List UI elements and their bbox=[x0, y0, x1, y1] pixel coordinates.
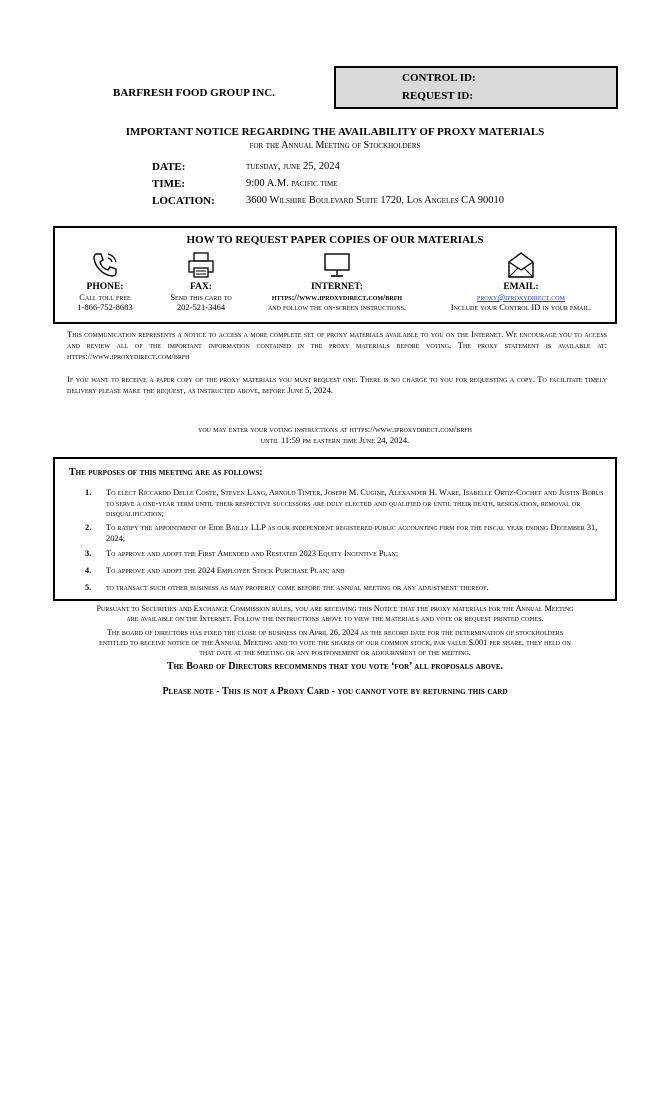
email-label: EMAIL: bbox=[503, 282, 539, 292]
phone-number[interactable]: 1-866-752-8683 bbox=[77, 302, 133, 312]
voting-line-2: until 11:59 pm eastern time June 24, 2024. bbox=[260, 435, 410, 445]
fax-number[interactable]: 202-521-3464 bbox=[176, 302, 226, 312]
phone-label: PHONE: bbox=[86, 282, 124, 292]
internet-method bbox=[247, 250, 427, 312]
time-label: TIME: bbox=[152, 178, 185, 190]
record-date-notice bbox=[0, 628, 670, 658]
purpose-number: 1. bbox=[85, 488, 92, 497]
id-box bbox=[334, 66, 618, 109]
notice-subtitle: for the Annual Meeting of Stockholders bbox=[249, 140, 421, 151]
sec-notice bbox=[0, 604, 670, 624]
purpose-number: 2. bbox=[85, 523, 92, 532]
purpose-text: To ratify the appointment of Eide Bailly LLP as our independent registered public accounting firm for the fiscal year ending December 31, 2024; bbox=[106, 523, 598, 543]
sec-notice-line: are available on the Internet. Follow the instructions above to view the materials and vote or request printed copies. bbox=[126, 614, 544, 623]
purpose-item bbox=[85, 523, 605, 544]
envelope-icon bbox=[506, 250, 536, 280]
phone-method bbox=[55, 250, 155, 312]
notice-paragraph: This communication represents a notice to access a more complete set of proxy materials available to you on the Internet. We encourage you to access and review all of the important information contained in the proxy materials before voting. The proxy statement is available at: https://www.iproxydirect.com/brfh bbox=[67, 329, 607, 361]
location-label: LOCATION: bbox=[152, 195, 215, 207]
request-copies-title: HOW TO REQUEST PAPER COPIES OF OUR MATERIALS bbox=[186, 234, 484, 246]
purpose-text: to transact such other business as may properly come before the annual meeting or any adjustment thereof. bbox=[106, 583, 489, 592]
phone-line1: Call toll free bbox=[79, 292, 131, 302]
record-date-line: that date at the meeting or any postponement or adjournment of the meeting. bbox=[199, 648, 471, 657]
voting-instructions bbox=[0, 424, 670, 446]
email-method bbox=[427, 250, 615, 312]
internet-label: INTERNET: bbox=[310, 282, 364, 292]
purposes-box bbox=[53, 457, 617, 601]
email-address[interactable]: proxy@iproxydirect.com bbox=[477, 292, 565, 302]
purposes-title: The purposes of this meeting are as follows: bbox=[69, 467, 263, 478]
internet-url[interactable]: https://www.iproxydirect.com/brfh bbox=[271, 292, 403, 302]
date-value: tuesday, june 25, 2024 bbox=[246, 161, 340, 172]
internet-instructions: and follow the on-screen instructions. bbox=[267, 302, 407, 312]
monitor-icon bbox=[322, 250, 352, 280]
purpose-item bbox=[85, 583, 605, 594]
request-id-label: REQUEST ID: bbox=[402, 90, 474, 102]
request-copies-box bbox=[53, 226, 617, 324]
purpose-number: 5. bbox=[85, 583, 92, 592]
purpose-item bbox=[85, 566, 605, 577]
voting-line-1: you may enter your voting instructions at https://www.iproxydirect.com/brfh bbox=[197, 424, 472, 434]
company-name: BARFRESH FOOD GROUP INC. bbox=[113, 87, 275, 99]
paper-copy-paragraph: If you want to receive a paper copy of the proxy materials you must request one. There is no charge to you for requesting a copy. To facilitate timely delivery please make the request, as instructed above, before June 5, 2024. bbox=[67, 374, 607, 395]
sec-notice-line: Pursuant to Securities and Exchange Commission rules, you are receiving this Notice that the proxy materials for the Annual Meeting bbox=[96, 604, 574, 613]
control-id-label: CONTROL ID: bbox=[402, 72, 476, 84]
record-date-line: entitled to receive notice of the Annual Meeting and to vote the shares of our common stock, par value $.001 per share, they held on bbox=[99, 638, 571, 647]
purpose-item bbox=[85, 488, 605, 520]
fax-label: FAX: bbox=[190, 282, 212, 292]
location-value: 3600 Wilshire Boulevard Suite 1720, Los Angeles CA 90010 bbox=[246, 195, 505, 206]
purpose-number: 3. bbox=[85, 549, 92, 558]
fax-icon bbox=[186, 250, 216, 280]
purpose-text: To approve and adopt the 2024 Employee Stock Purchase Plan; and bbox=[106, 566, 345, 575]
board-recommendation: The Board of Directors recommends that you vote ‘for’ all proposals above. bbox=[166, 661, 504, 672]
notice-title: IMPORTANT NOTICE REGARDING THE AVAILABILITY OF PROXY MATERIALS bbox=[125, 126, 545, 138]
time-value: 9:00 A.M. pacific time bbox=[246, 178, 338, 189]
purpose-text: To approve and adopt the First Amended and Restated 2023 Equity Incentive Plan; bbox=[106, 549, 399, 558]
proxy-card-note: Please note - This is not a Proxy Card - you cannot vote by returning this card bbox=[162, 686, 508, 697]
purpose-number: 4. bbox=[85, 566, 92, 575]
purpose-text: To elect Riccardo Delle Coste, Steven Lang, Arnold Tinter, Joseph M. Cugine, Alexander H. Ware, Isabelle Ortiz-Cochet and Justin Borus to serve a one-year term until their respective successors are duly elected and qualified or until their death, resignation, removal or disqualification; bbox=[106, 488, 604, 518]
purpose-item bbox=[85, 549, 605, 560]
fax-method bbox=[155, 250, 247, 312]
phone-icon bbox=[90, 250, 120, 280]
record-date-line: The board of directors has fixed the close of business on April 26, 2024 as the record date for the determination of stockholders bbox=[106, 628, 564, 637]
date-label: DATE: bbox=[152, 161, 186, 173]
email-instructions: Include your Control ID in your email. bbox=[450, 302, 592, 312]
fax-line1: Send this card to bbox=[170, 292, 232, 302]
